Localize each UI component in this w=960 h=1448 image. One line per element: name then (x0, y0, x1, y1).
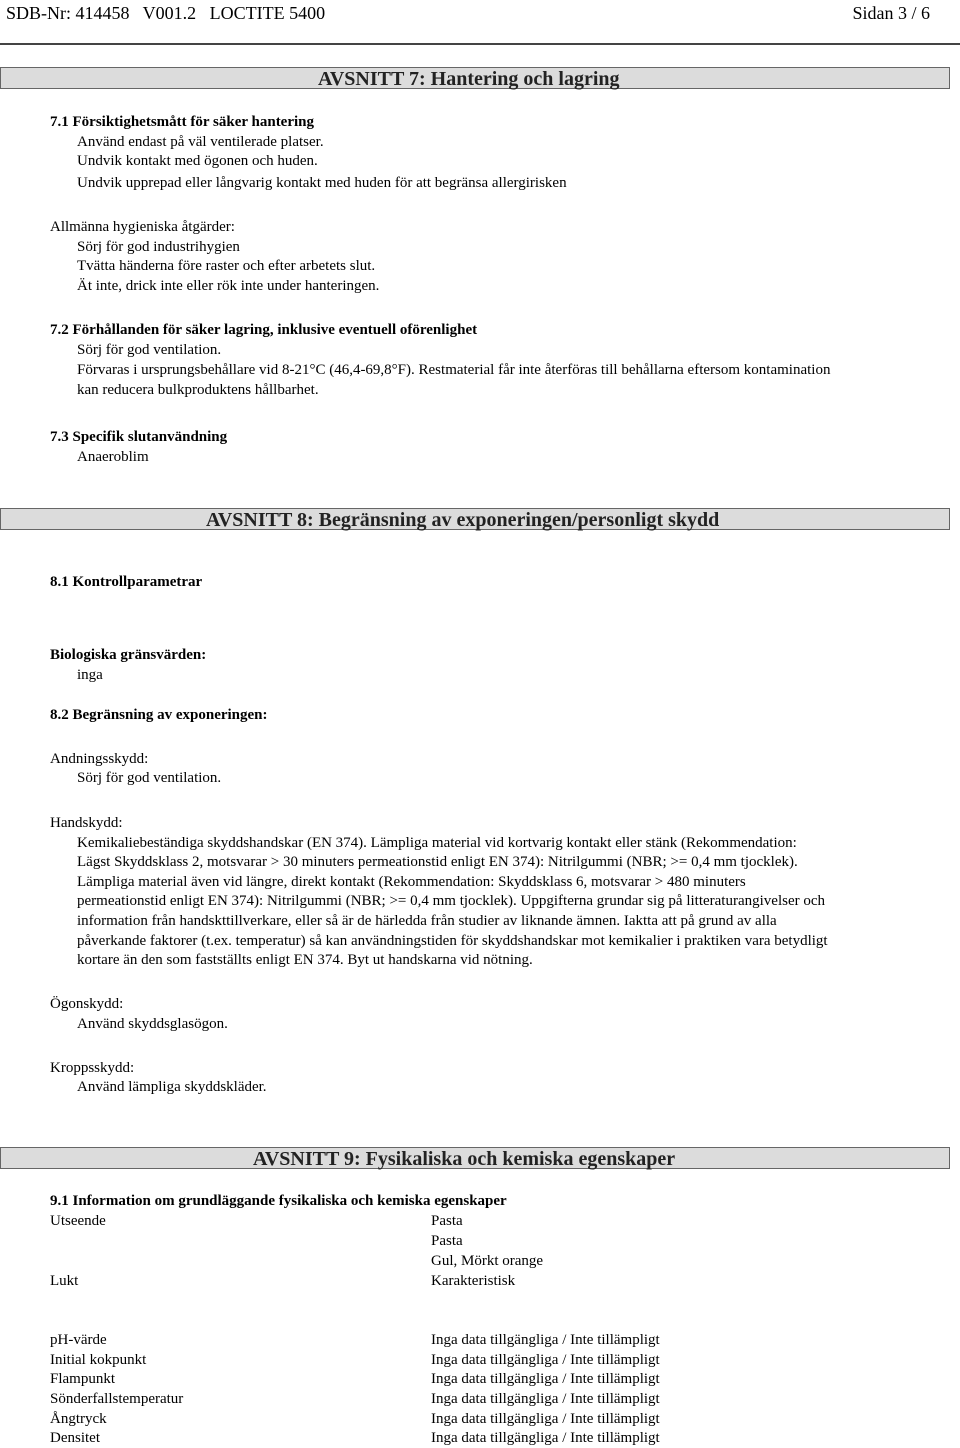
hand-line: Lägst Skyddsklass 2, motsvarar > 30 minuters permeationstid enligt EN 374): Nitrilgummi (NBR; >= 0,4 mm tjocklek). (77, 854, 798, 870)
hand-line: information från handskttillverkare, eller så är de härledda från studier av liknande ämnen. Iaktta att på grund av alla (77, 913, 777, 929)
prop-value: Gul, Mörkt orange (431, 1253, 544, 1269)
section-9-band (0, 1147, 950, 1169)
prop-label: pH-värde (50, 1332, 107, 1348)
text-line: Sörj för god ventilation. (77, 342, 222, 358)
document-id: SDB-Nr: 414458 V001.2 LOCTITE 5400 (6, 3, 326, 23)
text-line: Tvätta händerna före raster och efter arbetets slut. (77, 258, 376, 274)
section-7-band (0, 67, 950, 89)
prop-value: Pasta (431, 1233, 463, 1249)
text-line: kan reducera bulkproduktens hållbarhet. (77, 382, 319, 398)
prop-value: Inga data tillgängliga / Inte tillämpligt (431, 1430, 660, 1446)
prop-value: Pasta (431, 1213, 463, 1229)
page-header (6, 2, 952, 24)
heading-8-1: 8.1 Kontrollparametrar (50, 574, 203, 590)
text-line: Sörj för god industrihygien (77, 239, 240, 255)
section-8-title: AVSNITT 8: Begränsning av exponeringen/personligt skydd (206, 509, 720, 531)
text-line: Förvaras i ursprungsbehållare vid 8-21°C (46,4-69,8°F). Restmaterial får inte återföras till behållarna eftersom kontamination (77, 362, 831, 378)
prop-value: Inga data tillgängliga / Inte tillämpligt (431, 1391, 660, 1407)
text-line: Använd lämpliga skyddskläder. (77, 1079, 267, 1095)
prop-value: Inga data tillgängliga / Inte tillämpligt (431, 1371, 660, 1387)
prop-value: Inga data tillgängliga / Inte tillämpligt (431, 1332, 660, 1348)
hand-label: Handskydd: (50, 815, 123, 831)
hand-line: kortare än den som fastställts enligt EN 374. Byt ut handskarna vid nötning. (77, 952, 533, 968)
prop-label: Utseende (50, 1213, 106, 1229)
bio-label: Biologiska gränsvärden: (50, 647, 207, 663)
prop-value: Inga data tillgängliga / Inte tillämpligt (431, 1352, 660, 1368)
text-line: Undvik upprepad eller långvarig kontakt med huden för att begränsa allergirisken (77, 175, 567, 191)
prop-label: Ångtryck (50, 1411, 107, 1427)
text-line: Sörj för god ventilation. (77, 770, 222, 786)
text-line: Undvik kontakt med ögonen och huden. (77, 153, 318, 169)
resp-label: Andningsskydd: (50, 751, 149, 767)
hand-line: Kemikaliebeständiga skyddshandskar (EN 374). Lämpliga material vid kortvarig kontakt eller stänk (Rekommendation: (77, 835, 797, 851)
prop-label: Densitet (50, 1430, 100, 1446)
prop-value: Karakteristisk (431, 1273, 516, 1289)
heading-7-3: 7.3 Specifik slutanvändning (50, 429, 228, 445)
hand-line: Lämpliga material även vid längre, direkt kontakt (Rekommendation: Skyddsklass 6, motsvarar > 480 minuters (77, 874, 746, 890)
prop-label: Initial kokpunkt (50, 1352, 147, 1368)
prop-label: Lukt (50, 1273, 79, 1289)
text-line: Anaeroblim (77, 449, 149, 465)
heading-8-2: 8.2 Begränsning av exponeringen: (50, 707, 268, 723)
page-number: Sidan 3 / 6 (852, 3, 930, 23)
hand-line: påverkande faktorer (t.ex. temperatur) så kan användningstiden för skyddshandskar mot kemikalier i praktiken vara betydligt (77, 933, 828, 949)
heading-9-1: 9.1 Information om grundläggande fysikaliska och kemiska egenskaper (50, 1193, 507, 1209)
prop-label: Sönderfallstemperatur (50, 1391, 184, 1407)
section-8-band (0, 508, 950, 530)
header-rule (0, 43, 960, 45)
text-line: Ät inte, drick inte eller rök inte under hanteringen. (77, 278, 380, 294)
prop-label: Flampunkt (50, 1371, 116, 1387)
section-9-title: AVSNITT 9: Fysikaliska och kemiska egenskaper (253, 1148, 676, 1170)
section-7-title: AVSNITT 7: Hantering och lagring (318, 68, 620, 90)
hygiene-label: Allmänna hygieniska åtgärder: (50, 219, 235, 235)
hand-line: permeationstid enligt EN 374): Nitrilgummi (NBR; >= 0,4 mm tjocklek). Uppgifterna grundar sig på litteraturangivelser och (77, 893, 826, 909)
heading-7-1: 7.1 Försiktighetsmått för säker hantering (50, 114, 315, 130)
eye-label: Ögonskydd: (50, 996, 124, 1012)
text-line: Använd skyddsglasögon. (77, 1016, 228, 1032)
body-label: Kroppsskydd: (50, 1060, 135, 1076)
prop-value: Inga data tillgängliga / Inte tillämpligt (431, 1411, 660, 1427)
text-line: inga (77, 667, 103, 683)
heading-7-2: 7.2 Förhållanden för säker lagring, inklusive eventuell oförenlighet (50, 322, 478, 338)
text-line: Använd endast på väl ventilerade platser. (77, 134, 324, 150)
